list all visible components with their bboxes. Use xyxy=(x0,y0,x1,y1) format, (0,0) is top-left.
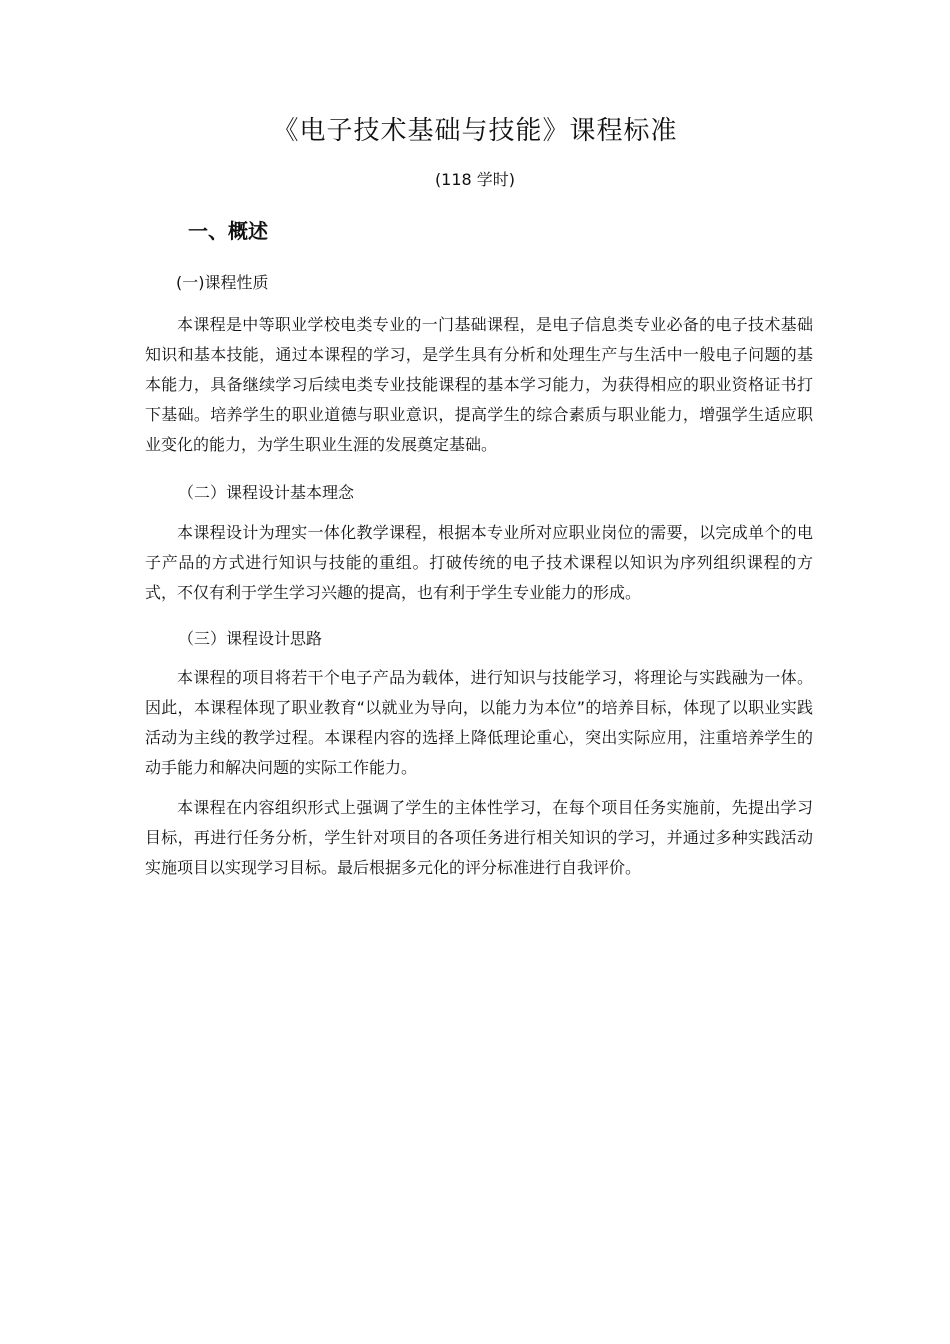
paragraph-design-approach-1: 本课程的项目将若干个电子产品为载体，进行知识与技能学习，将理论与实践融为一体。因此，本课程体现了职业教育“以就业为导向，以能力为本位”的培养目标，体现了以职业实践活动为主线的教学过程。本课程内容的选择上降低理论重心，突出实际应用，注重培养学生的动手能力和解决问题的实际工作能力。 xyxy=(145,668,813,777)
subsection-heading-course-nature: (一)课程性质 xyxy=(176,273,269,292)
document-title: 《电子技术基础与技能》课程标准 xyxy=(272,116,678,146)
paragraph-design-approach-2: 本课程在内容组织形式上强调了学生的主体性学习，在每个项目任务实施前，先提出学习目标，再进行任务分析，学生针对项目的各项任务进行相关知识的学习，并通过多种实践活动实施项目以实现学习目标。最后根据多元化的评分标准进行自我评价。 xyxy=(145,798,813,877)
subsection-heading-design-concept: （二）课程设计基本理念 xyxy=(178,483,355,502)
section-heading-overview: 一、概述 xyxy=(188,219,268,243)
subsection-heading-design-approach: （三）课程设计思路 xyxy=(178,629,323,648)
paragraph-course-nature: 本课程是中等职业学校电类专业的一门基础课程，是电子信息类专业必备的电子技术基础知识和基本技能，通过本课程的学习，是学生具有分析和处理生产与生活中一般电子问题的基本能力，具备继续学习后续电类专业技能课程的基本学习能力，为获得相应的职业资格证书打下基础。培养学生的职业道德与职业意识，提高学生的综合素质与职业能力，增强学生适应职业变化的能力，为学生职业生涯的发展奠定基础。 xyxy=(145,315,813,454)
document-subtitle: (118 学时) xyxy=(434,170,516,189)
paragraph-design-concept: 本课程设计为理实一体化教学课程，根据本专业所对应职业岗位的需要，以完成单个的电子产品的方式进行知识与技能的重组。打破传统的电子技术课程以知识为序列组织课程的方式，不仅有利于学生学习兴趣的提高，也有利于学生专业能力的形成。 xyxy=(145,523,813,602)
